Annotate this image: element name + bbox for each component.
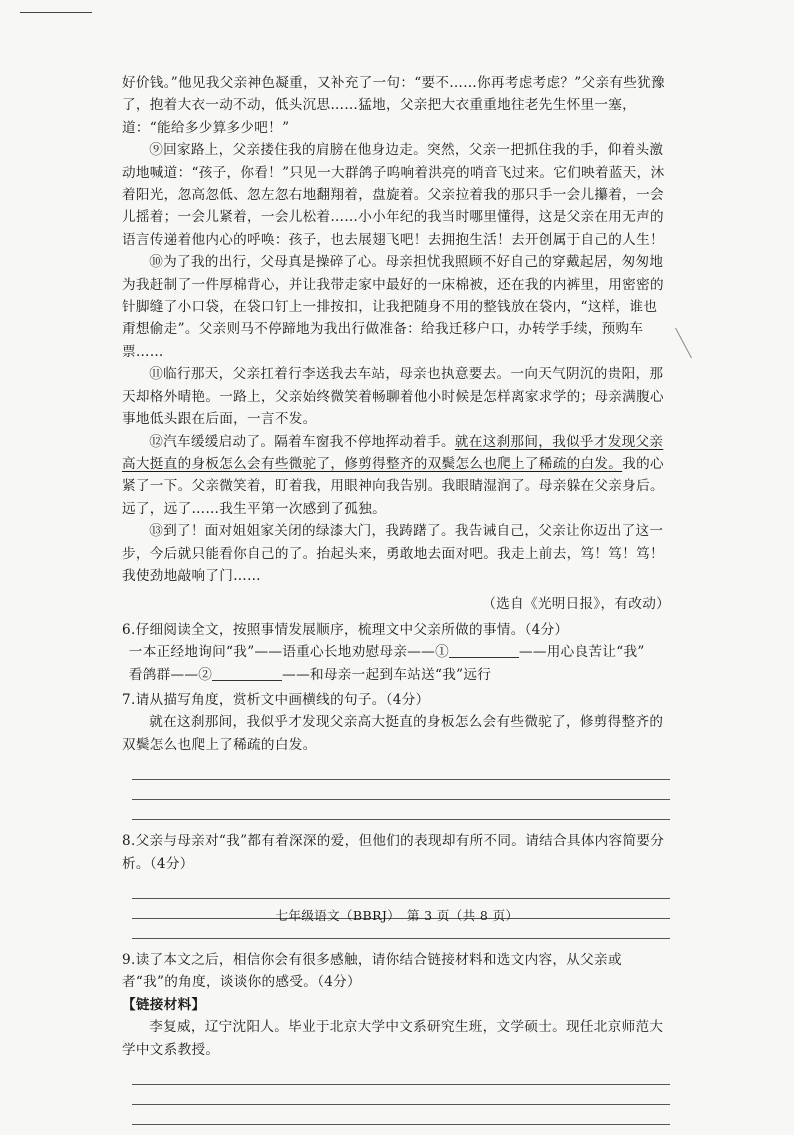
q6-text-3: 看鸽群——②	[128, 666, 213, 683]
underlined-sentence: 就在这刹那间，我似乎才发现父亲高大挺直的身板怎么会有些微驼了，修剪得整齐的双鬓怎么也爬上了稀疏的白发。	[122, 433, 664, 472]
paragraph-continued: 好价钱。”他见我父亲神色凝重，又补充了一句：“要不……你再考虑考虑？”父亲有些犹豫了，抱着大衣一动不动，低头沉思……猛地，父亲把大衣重重地往老先生怀里一塞，道：“能给多少算多少吧！”	[122, 75, 665, 136]
q6-text-4: ——和母亲一起到车站送“我”远行	[282, 666, 492, 683]
question-6-line-2	[122, 664, 670, 686]
question-9: 9.读了本文之后，相信你会有很多感触，请你结合链接材料和选文内容，从父亲或者“我”的角度，谈谈你的感受。（4分）	[122, 952, 622, 991]
link-material-title: 【链接材料】	[122, 996, 206, 1013]
q6-text-2: ——用心良苦让“我”	[518, 644, 645, 661]
paragraph-12	[122, 431, 670, 521]
question-6: 6.仔细阅读全文，按照事情发展顺序，梳理文中父亲所做的事情。（4分）	[122, 621, 569, 638]
question-6-line-1	[122, 641, 670, 663]
paragraph-9: ⑨回家路上，父亲搂住我的肩膀在他身边走。突然，父亲一把抓住我的手，仰着头激动地喊道：“孩子，你看！”只见一大群鸽子呜响着洪亮的哨音飞过来。它们映着蓝天，沐着阳光，忽高忽低、忽左忽右地翻翔着，盘旋着。父亲拉着我的那只手一会儿攥着，一会儿摇着；一会儿紧着，一会儿松着……小小年纪的我当时哪里懂得，这是父亲在用无声的语言传递着他内心的呼唤：孩子，也去展翅飞吧！去拥抱生活！去开创属于自己的人生！	[122, 142, 665, 248]
paragraph-11: ⑪临行那天，父亲扛着行李送我去车站，母亲也执意要去。一向天气阴沉的贵阳，那天却格外晴艳。一路上，父亲始终微笑着畅聊着他小时候是怎样离家求学的；母亲满腹心事地低头跟在后面，一言不发。	[122, 366, 664, 428]
paragraph-12-end: 我的心紧了一下。父亲微笑着，盯着我，用眼神向我告别。我眼睛湿润了。母亲躲在父亲身后。远了，远了……我生平第一次感到了孤独。	[122, 455, 664, 517]
scan-edge-line	[20, 12, 92, 13]
page-footer: 七年级语文（BBRJ） 第 3 页（共 8 页）	[275, 908, 519, 923]
paragraph-12-start: ⑫汽车缓缓启动了。隔着车窗我不停地挥动着手。	[149, 433, 455, 450]
answer-blank-2[interactable]	[212, 666, 282, 681]
source-note: （选自《光明日报》，有改动）	[482, 596, 670, 613]
paragraph-13: ⑬到了！面对姐姐家关闭的绿漆大门，我踌躇了。我告诫自己，父亲让你迈出了这一步，今后就只能看你自己的了。抬起头来，勇敢地去面对吧。我走上前去，笃！笃！笃！我使劲地敲响了门……	[122, 523, 664, 584]
answer-blank-1[interactable]	[449, 643, 519, 658]
link-material-text: 李复威，辽宁沈阳人。毕业于北京大学中文系研究生班，文学硕士。现任北京师范大学中文系教授。	[122, 1019, 664, 1058]
q6-text-1: 一本正经地询问“我”——语重心长地劝慰母亲——①	[128, 644, 449, 661]
exam-page	[122, 72, 670, 1135]
answer-area-9[interactable]	[132, 1067, 670, 1125]
paragraph-10: ⑩为了我的出行，父母真是操碎了心。母亲担忧我照顾不好自己的穿戴起居，匆匆地为我赶制了一件厚棉背心，并让我带走家中最好的一床棉被，还在我的内裤里，用密密的针脚缝了小口袋，在袋口钉上一排按扣，让我把随身不用的整钱放在袋内，“这样，谁也甭想偷走”。父亲则马不停蹄地为我出行做准备：给我迁移户口，办转学手续，预购车票……	[122, 254, 664, 360]
answer-area-7[interactable]	[132, 762, 670, 820]
question-7-quote: 就在这刹那间，我似乎才发现父亲高大挺直的身板怎么会有些微驼了，修剪得整齐的双鬓怎么也爬上了稀疏的白发。	[122, 714, 664, 753]
scan-mark	[675, 328, 692, 358]
question-8: 8.父亲与母亲对“我”都有着深深的爱，但他们的表现却有所不同。请结合具体内容简要分析。（4分）	[122, 833, 665, 872]
question-7: 7.请从描写角度，赏析文中画横线的句子。（4分）	[122, 691, 430, 708]
